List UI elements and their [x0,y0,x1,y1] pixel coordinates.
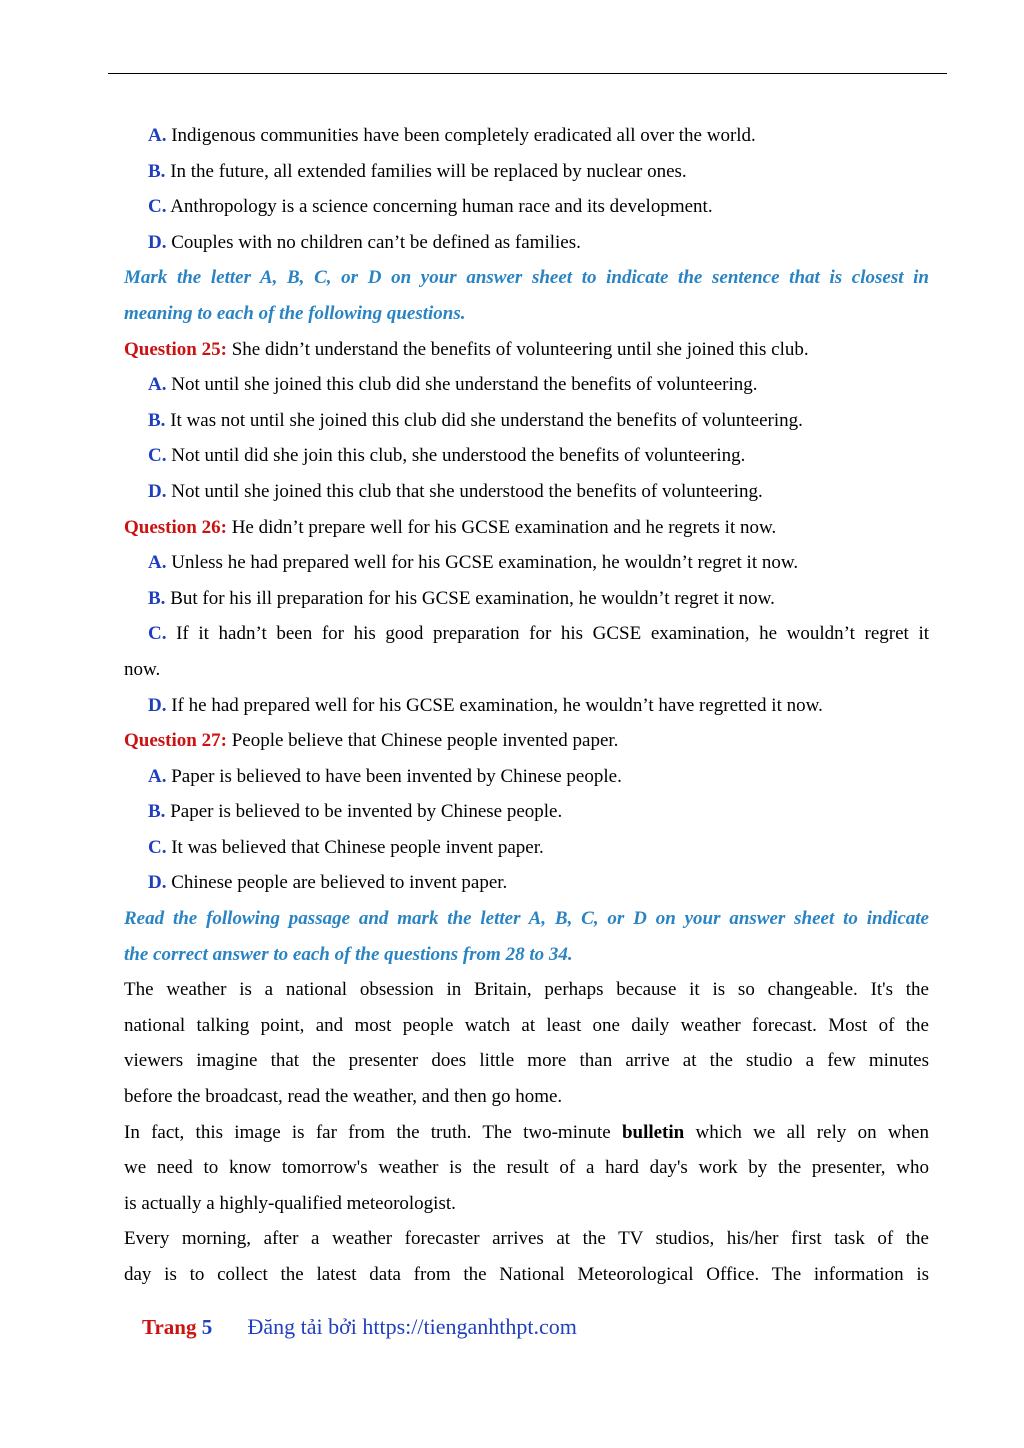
passage-p1-line3: viewers imagine that the presenter does little more than arrive at the studio a few minutes [124,1050,929,1072]
q27-option-c: C. It was believed that Chinese people invent paper. [148,836,544,858]
q25-option-a: A. Not until she joined this club did she understand the benefits of volunteering. [148,374,758,396]
passage-p3-line2: day is to collect the latest data from the National Meteorological Office. The information is [124,1264,929,1285]
upload-credit-link[interactable]: Đăng tải bởi https://tienganhthpt.com [247,1314,577,1339]
q27-option-b: B. Paper is believed to be invented by Chinese people. [148,801,563,823]
document-body [124,118,929,1293]
highlighted-word-bulletin: bulletin [621,1121,685,1143]
q24-option-a: A. Indigenous communities have been completely eradicated all over the world. [148,125,756,146]
question-26: Question 26: He didn’t prepare well for his GCSE examination and he regrets it now. [124,516,777,538]
q26-option-c-continuation: now. [124,658,161,680]
page-label: Trang [142,1315,197,1339]
passage-p3-line1: Every morning, after a weather forecaster arrives at the TV studios, his/her first task of the [124,1228,929,1250]
passage-p1-line1: The weather is a national obsession in Britain, perhaps because it is so changeable. It's the [124,979,929,1001]
q26-option-b: B. But for his ill preparation for his GCSE examination, he wouldn’t regret it now. [148,587,775,609]
passage-p2-line2: we need to know tomorrow's weather is the result of a hard day's work by the presenter, who [124,1157,929,1179]
instruction-closest-line2: meaning to each of the following questions. [124,302,466,324]
passage-p2-line3: is actually a highly-qualified meteorologist. [124,1192,456,1214]
q26-option-a: A. Unless he had prepared well for his GCSE examination, he wouldn’t regret it now. [148,552,799,574]
instruction-passage-line2: the correct answer to each of the questions from 28 to 34. [124,943,573,965]
q24-option-c: C. Anthropology is a science concerning human race and its development. [148,196,713,218]
q24-option-d: D. Couples with no children can’t be defined as families. [148,231,581,253]
q24-option-b: B. In the future, all extended families will be replaced by nuclear ones. [148,160,687,182]
header-rule [108,73,947,74]
question-27: Question 27: People believe that Chinese people invented paper. [124,730,619,752]
q27-option-d: D. Chinese people are believed to invent paper. [148,872,508,894]
q26-option-d: D. If he had prepared well for his GCSE examination, he wouldn’t have regretted it now. [148,694,823,716]
page-footer [142,1314,577,1340]
q26-option-c: C. If it hadn’t been for his good preparation for his GCSE examination, he wouldn’t regret it [148,623,930,645]
q25-option-b: B. It was not until she joined this club did she understand the benefits of volunteering. [148,409,803,431]
passage-p1-line2: national talking point, and most people watch at least one daily weather forecast. Most of the [124,1014,929,1036]
instruction-passage-line1: Read the following passage and mark the letter A, B, C, or D on your answer sheet to indicate [124,908,929,930]
instruction-closest-line1: Mark the letter A, B, C, or D on your answer sheet to indicate the sentence that is closest in [124,267,929,289]
q27-option-a: A. Paper is believed to have been invented by Chinese people. [148,765,622,787]
q25-option-d: D. Not until she joined this club that she understood the benefits of volunteering. [148,480,763,502]
passage-p1-line4: before the broadcast, read the weather, and then go home. [124,1086,563,1108]
page-number: 5 [201,1315,213,1339]
passage-p2-line1: In fact, this image is far from the truth. The two-minute bulletin which we all rely on when [124,1121,929,1143]
question-25: Question 25: She didn’t understand the benefits of volunteering until she joined this club. [124,338,809,360]
q25-option-c: C. Not until did she join this club, she understood the benefits of volunteering. [148,445,746,467]
